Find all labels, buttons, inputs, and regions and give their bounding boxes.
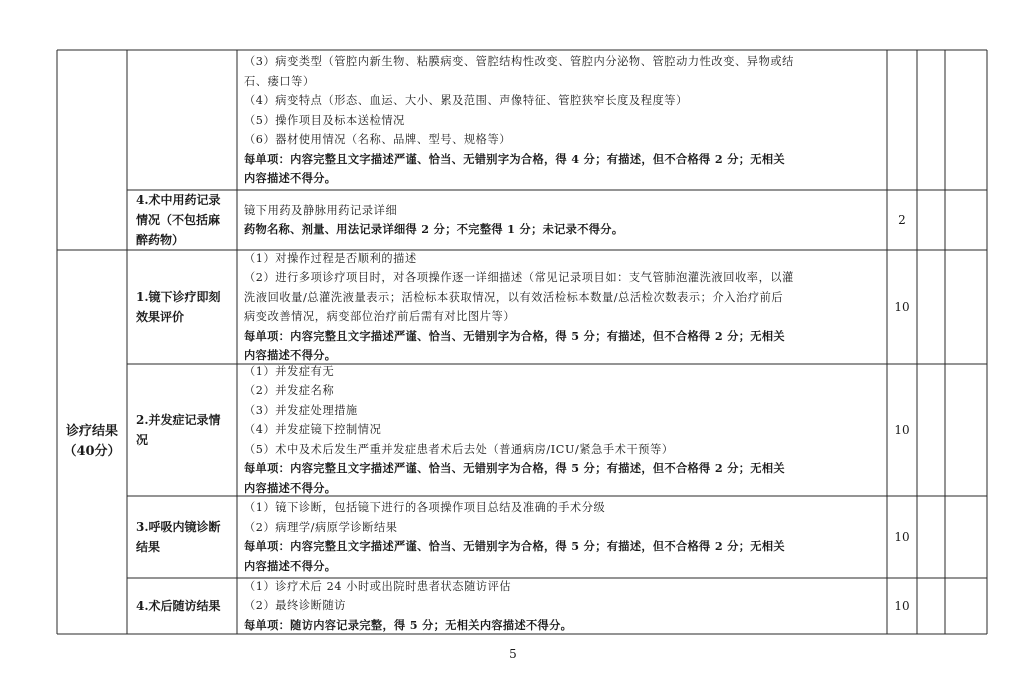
scoring-rule: 每单项：内容完整且文字描述严谨、恰当、无错别字为合格，得 5 分；有描述，但不合格得 2 分；无相关: [244, 461, 785, 476]
page-number: 5: [509, 647, 517, 661]
table-row-3-score: 10: [894, 300, 910, 314]
table-row-3-item: [127, 250, 237, 364]
description-line: 洗液回收量/总灌洗液量表示；活检标本获取情况，以有效活检标本数量/总活检次数表示；介入治疗前后: [244, 290, 784, 304]
description-line: （2）并发症名称: [244, 384, 335, 398]
description-line: （3）病变类型（管腔内新生物、粘膜病变、管腔结构性改变、管腔内分泌物、管腔动力性改变、异物或结: [244, 55, 794, 68]
table-row-2-description: [237, 190, 887, 250]
description-line: 石、瘘口等）: [244, 74, 315, 88]
table-row-5-description: [237, 496, 887, 578]
table-row-5-score: 10: [894, 530, 910, 544]
description-line: （3）并发症处理措施: [244, 403, 358, 417]
scoring-rule: 内容描述不得分。: [244, 348, 337, 362]
category-label: [57, 250, 127, 634]
table-row-4-score: 10: [894, 423, 910, 437]
item-label: 1.镜下诊疗即刻: [136, 290, 221, 304]
item-label: 效果评价: [136, 310, 185, 324]
category-name: 诊疗结果: [65, 424, 118, 439]
item-label: 况: [136, 433, 149, 447]
scoring-rule: 内容描述不得分。: [244, 558, 337, 573]
scoring-rule: 每单项：随访内容记录完整，得 5 分；无相关内容描述不得分。: [244, 617, 573, 632]
description-line: （1）镜下诊断，包括镜下进行的各项操作项目总结及准确的手术分级: [244, 501, 606, 514]
item-label: 2.并发症记录情: [136, 413, 221, 427]
description-line: （5）操作项目及标本送检情况: [244, 113, 405, 127]
scoring-rule: 内容描述不得分。: [244, 171, 337, 185]
description-line: 病变改善情况，病变部位治疗前后需有对比图片等）: [244, 310, 516, 323]
description-line: （4）并发症镜下控制情况: [244, 423, 382, 437]
item-label: 4.术后随访结果: [136, 599, 221, 613]
item-label: 3.呼吸内镜诊断: [136, 520, 221, 534]
table-row-6-score: 10: [894, 599, 910, 613]
description-line: （2）进行多项诊疗项目时，对各项操作逐一详细描述（常见记录项目如：支气管肺泡灌洗液回收率，以灌: [244, 271, 794, 284]
table-row-6-description: [237, 578, 887, 634]
table-row-6-item: [127, 578, 237, 634]
category-points: （40分）: [63, 444, 121, 459]
scoring-rule: 内容描述不得分。: [244, 480, 337, 495]
description-line: （5）术中及术后发生严重并发症患者术后去处（普通病房/ICU/紧急手术干预等）: [244, 442, 674, 456]
description-line: （2）最终诊断随访: [244, 599, 347, 613]
item-label: 醉药物）: [136, 233, 185, 247]
table-row-4-item: [127, 364, 237, 496]
description-line: （4）病变特点（形态、血运、大小、累及范围、声像特征、管腔狭窄长度及程度等）: [244, 94, 688, 107]
table-row-2-score: 2: [898, 213, 906, 227]
scoring-rule: 药物名称、剂量、用法记录详细得 2 分；不完整得 1 分；未记录不得分。: [244, 222, 624, 236]
scoring-rule: 每单项：内容完整且文字描述严谨、恰当、无错别字为合格，得 4 分；有描述，但不合格得 2 分；无相关: [244, 151, 785, 166]
table-row-1-description: [237, 52, 887, 190]
item-label: 情况（不包括麻: [136, 213, 221, 227]
description-line: （1）对操作过程是否顺利的描述: [244, 251, 417, 265]
description-line: 镜下用药及静脉用药记录详细: [244, 203, 398, 217]
item-label: 结果: [136, 540, 161, 554]
table-row-4-description: [237, 364, 887, 496]
description-line: （1）并发症有无: [244, 364, 335, 378]
description-line: （2）病理学/病原学诊断结果: [244, 520, 398, 534]
table-row-2-item: [127, 190, 237, 250]
description-line: （1）诊疗术后 24 小时或出院时患者状态随访评估: [244, 579, 512, 593]
table-row-5-item: [127, 496, 237, 578]
scoring-rule: 每单项：内容完整且文字描述严谨、恰当、无错别字为合格，得 5 分；有描述，但不合格得 2 分；无相关: [244, 328, 785, 343]
table-row-3-description: [237, 250, 887, 364]
description-line: （6）器材使用情况（名称、品牌、型号、规格等）: [244, 133, 512, 146]
scoring-rule: 每单项：内容完整且文字描述严谨、恰当、无错别字为合格，得 5 分；有描述，但不合格得 2 分；无相关: [244, 539, 785, 553]
item-label: 4.术中用药记录: [136, 193, 221, 207]
